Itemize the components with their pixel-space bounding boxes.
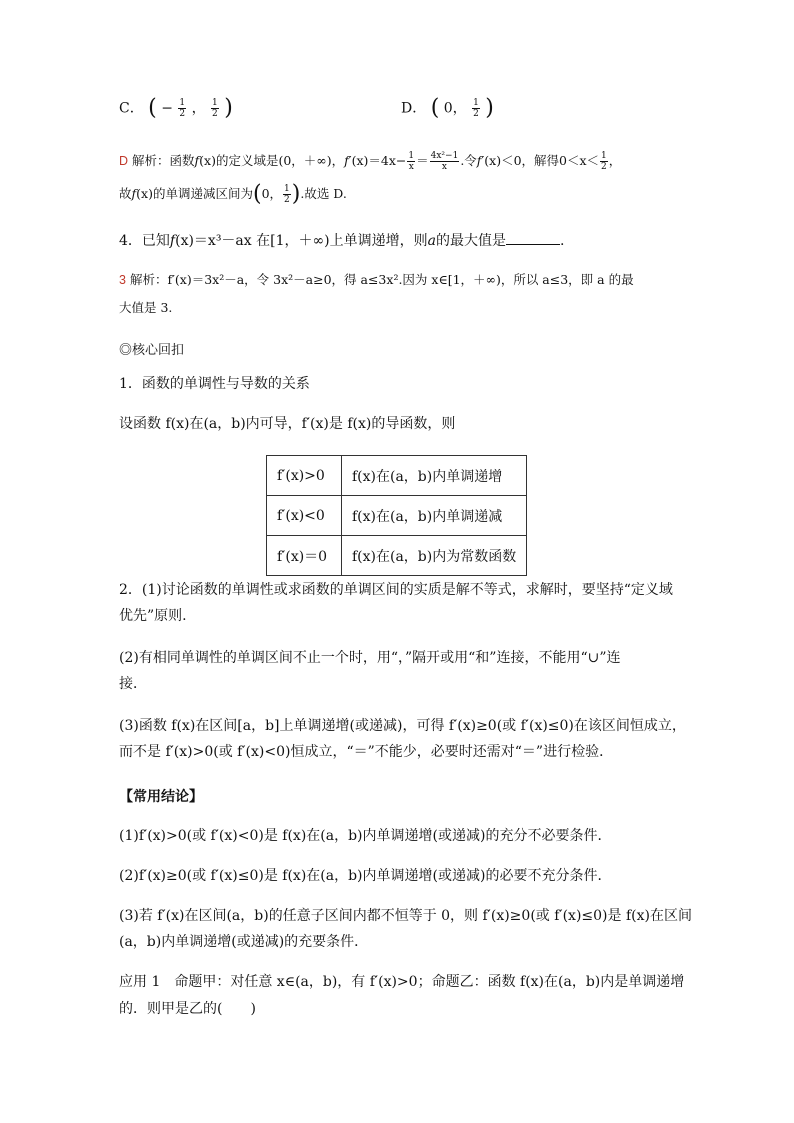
table-cell: f′(x)<0 [267,496,342,536]
q3-solution-line2: 故f(x)的单调递减区间为(0， $\frac{1}{2}$ ).故选 D. [119,181,347,207]
option-d: D． ( 0， $\frac{1}{2}$ ) [401,95,494,121]
conclusion-3-line2: (a，b)内单调递增(或递减)的充要条件． [119,934,369,950]
fraction: $\frac{1}{2}$ [473,98,479,119]
conclusion-3-line1: (3)若 f′(x)在区间(a，b)的任意子区间内都不恒等于 0，则 f′(x)≥0(或 f′(x)≤0)是 f(x)在区间 [119,908,692,924]
conclusions-title: 【常用结论】 [119,788,203,804]
answer-blank[interactable] [506,230,560,245]
conclusion-1: (1)f′(x)>0(或 f′(x)<0)是 f(x)在(a，b)内单调递增(或递减)的充分不必要条件． [119,828,612,844]
option-c-label: C． [119,100,144,117]
minus-sign: − [161,100,173,117]
item2-p1-line1: 2．(1)讨论函数的单调性或求函数的单调区间的实质是解不等式，求解时，要坚持“定义域 [119,582,673,598]
q3-solution-line1: D 解析：函数f(x)的定义域是(0，＋∞)，f′(x)＝4x− $\frac{1}{x}$ ＝ $\frac{\text{4x²−1}}{x}$ .令f′(x)＜0，解得0＜x＜ $\frac{1}{2}$ ， [119,151,622,172]
table-row [267,456,527,496]
paren-close: ) [224,95,233,121]
item2-p2-line2: 接． [119,676,147,692]
table-cell: f(x)在(a，b)内单调递减 [342,496,527,536]
fraction: $\frac{1}{2}$ [212,98,218,119]
option-d-label: D． [401,100,427,117]
item2-p1-line2: 优先”原则. [119,608,187,624]
conclusion-2: (2)f′(x)≥0(或 f′(x)≤0)是 f(x)在(a，b)内单调递增(或递减)的必要不充分条件． [119,868,612,884]
section-title: ◎核心回扣 [119,342,185,357]
fraction: $\frac{1}{2}$ [179,98,186,119]
item2-p3-line1: (3)函数 f(x)在区间[a，b]上单调递增(或递减)，可得 f′(x)≥0(或 f′(x)≤0)在该区间恒成立， [119,718,686,734]
answer-label: D [119,154,129,168]
fraction: $\frac{\text{4x²−1}}{x}$ [430,151,459,172]
answer-label: 3 [119,273,126,287]
item2-p2-line1: (2)有相同单调性的单调区间不止一个时，用“，”隔开或用“和”连接，不能用“∪”连 [119,650,621,666]
table-row [267,536,527,576]
separator: ， [191,100,206,117]
item1-title: 1．函数的单调性与导数的关系 [119,376,310,392]
item1-intro: 设函数 f(x)在(a，b)内可导，f′(x)是 f(x)的导函数，则 [119,416,456,432]
paren-close: ) [485,95,494,121]
table-cell: f′(x)＝0 [267,536,342,576]
fraction: $\frac{1}{x}$ [408,151,415,172]
application-1-line2: 的．则甲是乙的( ) [119,1001,256,1017]
question-4: 4．已知f(x)＝x³－ax 在[1，＋∞)上单调递增，则a的最大值是 . [119,230,564,251]
table-cell: f(x)在(a，b)内单调递增 [342,456,527,496]
paren-open: ( [430,95,440,121]
table-cell: f(x)在(a，b)内为常数函数 [342,536,527,576]
table-cell: f′(x)>0 [267,456,342,496]
table-row [267,496,527,536]
paren-open: ( [148,95,157,121]
item2-p3-line2: 而不是 f′(x)>0(或 f′(x)<0)恒成立，“＝”不能少，必要时还需对“＝”进行检验． [119,744,614,760]
application-1-line1: 应用 1 命题甲：对任意 x∈(a，b)，有 f′(x)>0；命题乙：函数 f(x)在(a，b)内是单调递增 [119,974,685,990]
q4-solution-line1: 3 解析：f′(x)＝3x²－a，令 3x²－a≥0，得 a≤3x².因为 x∈[1，＋∞)，所以 a≤3，即 a 的最 [119,272,634,287]
fraction: $\frac{1}{2}$ [284,184,290,205]
option-c [119,95,233,121]
q4-solution-line2: 大值是 3. [119,300,173,315]
fraction: $\frac{1}{2}$ [601,151,607,172]
monotonicity-table [266,455,527,576]
